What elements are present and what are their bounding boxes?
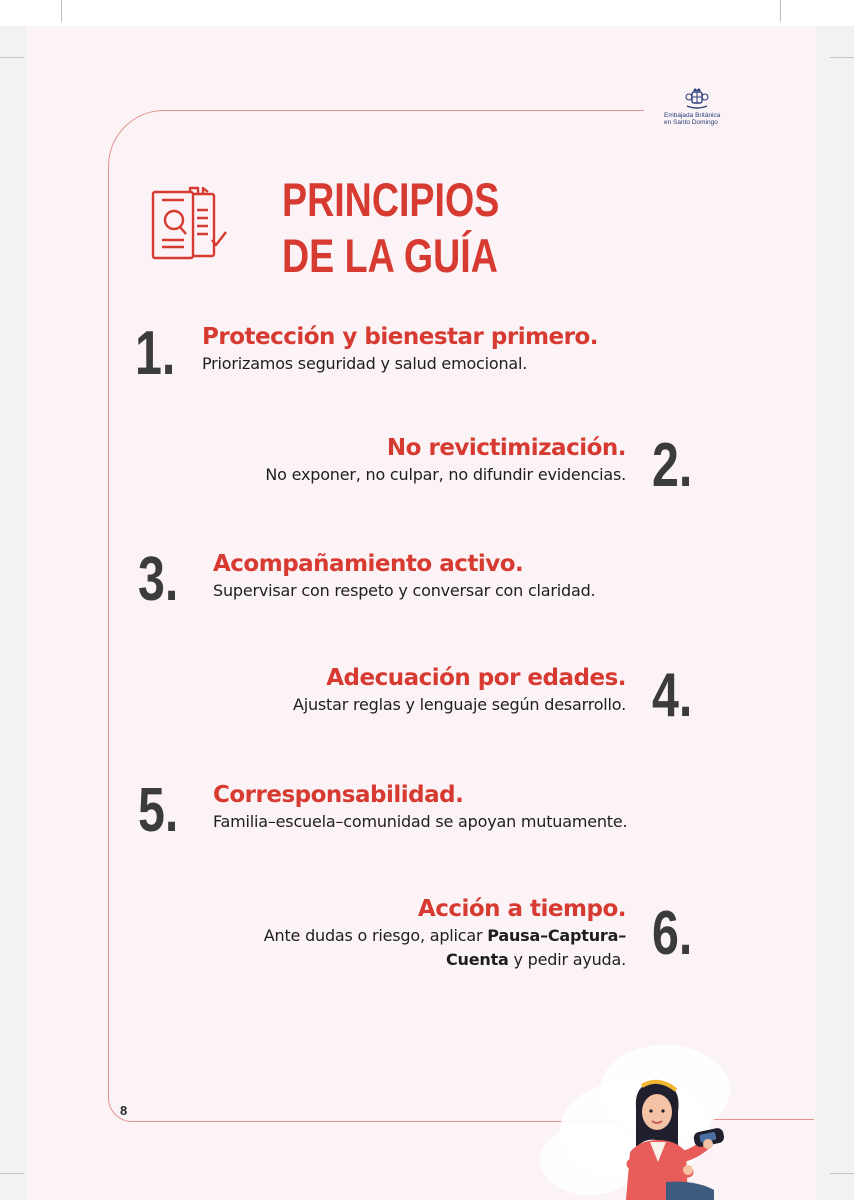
principle-item xyxy=(213,780,627,834)
description-emphasis: Cuenta xyxy=(446,950,509,969)
principle-heading: No revictimización. xyxy=(386,435,626,461)
principle-item xyxy=(202,322,598,376)
principle-number: 2. xyxy=(652,431,693,500)
principle-heading: Corresponsabilidad. xyxy=(213,782,464,808)
description-text: Ante dudas o riesgo, aplicar xyxy=(263,926,488,945)
girl-playing-console-illustration xyxy=(596,1078,736,1200)
principle-item xyxy=(293,663,626,717)
crop-mark xyxy=(61,0,62,22)
crop-mark xyxy=(830,1173,854,1174)
principle-heading: Adecuación por edades. xyxy=(326,665,626,691)
embassy-line2: en Santo Domingo xyxy=(664,119,718,126)
description-text: y pedir ayuda. xyxy=(508,950,626,969)
royal-crest-icon xyxy=(684,86,710,110)
principle-description: Priorizamos seguridad y salud emocional. xyxy=(202,354,528,373)
principle-item xyxy=(213,549,595,603)
crop-mark xyxy=(780,0,781,22)
principle-number: 3. xyxy=(138,545,179,614)
crop-mark xyxy=(0,1173,24,1174)
title-line2: DE LA GUÍA xyxy=(282,229,498,282)
embassy-logo xyxy=(662,86,732,126)
principle-heading: Acompañamiento activo. xyxy=(213,551,524,577)
description-emphasis: Pausa–Captura– xyxy=(487,926,626,945)
principle-item xyxy=(264,894,626,972)
crop-mark xyxy=(0,57,24,58)
principle-description: No exponer, no culpar, no difundir evidencias. xyxy=(265,465,626,484)
page-title xyxy=(282,172,499,284)
principle-number: 6. xyxy=(652,899,693,968)
principle-item xyxy=(265,433,626,487)
principle-number: 5. xyxy=(138,776,179,845)
title-line1: PRINCIPIOS xyxy=(282,173,500,226)
principle-number: 1. xyxy=(135,319,176,388)
principle-description: Supervisar con respeto y conversar con claridad. xyxy=(213,581,596,600)
principle-description: Familia–escuela–comunidad se apoyan mutuamente. xyxy=(213,812,628,831)
embassy-line1: Embajada Británica xyxy=(664,112,721,119)
principle-number: 4. xyxy=(652,661,693,730)
principle-heading: Protección y bienestar primero. xyxy=(202,324,599,350)
crop-mark xyxy=(830,57,854,58)
embassy-name xyxy=(662,112,732,126)
principle-description: Ajustar reglas y lenguaje según desarrollo. xyxy=(292,695,626,714)
principle-heading: Acción a tiempo. xyxy=(417,896,626,922)
document-magnifier-icon xyxy=(150,184,236,270)
principle-description xyxy=(264,924,626,972)
page-number: 8 xyxy=(120,1103,128,1118)
top-strip xyxy=(0,0,854,26)
